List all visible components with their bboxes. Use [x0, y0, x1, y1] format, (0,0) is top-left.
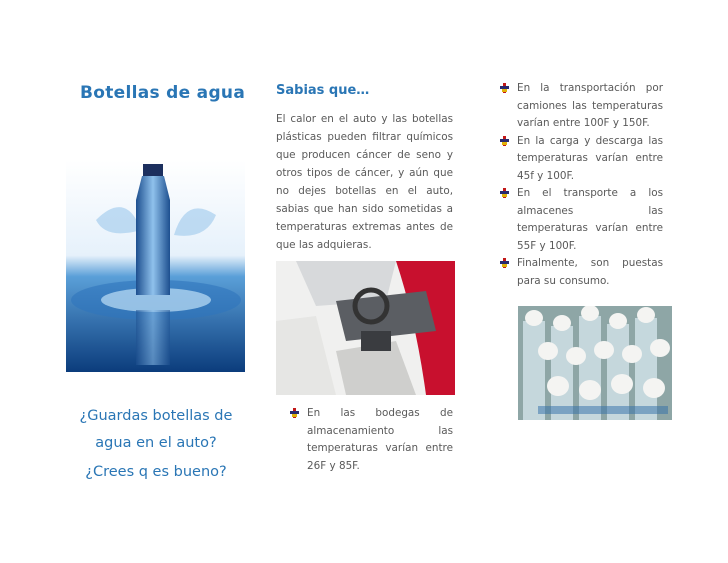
bullet-icon — [500, 258, 509, 268]
intro-paragraph: El calor en el auto y las botellas plásticas pueden filtrar químicos que producen cáncer de seno y otros tipos de cáncer, y aún que no dejes botellas en el auto, sabias que han sido sometidas a temperaturas extremas antes de que las adquieras. — [276, 113, 453, 251]
bullet-icon — [500, 136, 509, 146]
bullet-icon — [500, 83, 509, 93]
bullet-icon — [500, 188, 509, 198]
bullet-list-transport — [500, 80, 663, 290]
section-heading: Sabias que… — [276, 83, 370, 98]
list-item — [500, 255, 663, 290]
question-store-bottles: ¿Guardas botellas de agua en el auto? — [79, 408, 233, 451]
bullet-list-storage — [290, 405, 453, 475]
page-title: Botellas de agua — [80, 83, 246, 103]
bottles-stack-image — [518, 306, 672, 420]
list-item — [290, 405, 453, 475]
car-interior-image — [276, 261, 455, 395]
list-item — [500, 133, 663, 186]
list-item — [500, 80, 663, 133]
list-item-text: En las bodegas de almacenamiento las temperaturas varían entre 26F y 85F. — [307, 407, 453, 472]
list-item-text: En la carga y descarga las temperaturas varían entre 45f y 100F. — [517, 134, 663, 182]
bullet-icon — [290, 408, 299, 418]
question-is-it-good: ¿Crees q es bueno? — [85, 464, 227, 480]
list-item-text: En el transporte a los almacenes las temperaturas varían entre 55F y 100F. — [517, 187, 663, 252]
list-item — [500, 185, 663, 255]
water-bottle-splash-image — [66, 160, 245, 372]
list-item-text: Finalmente, son puestas para su consumo. — [517, 257, 663, 287]
list-item-text: En la transportación por camiones las temperaturas varían entre 100F y 150F. — [517, 82, 663, 129]
